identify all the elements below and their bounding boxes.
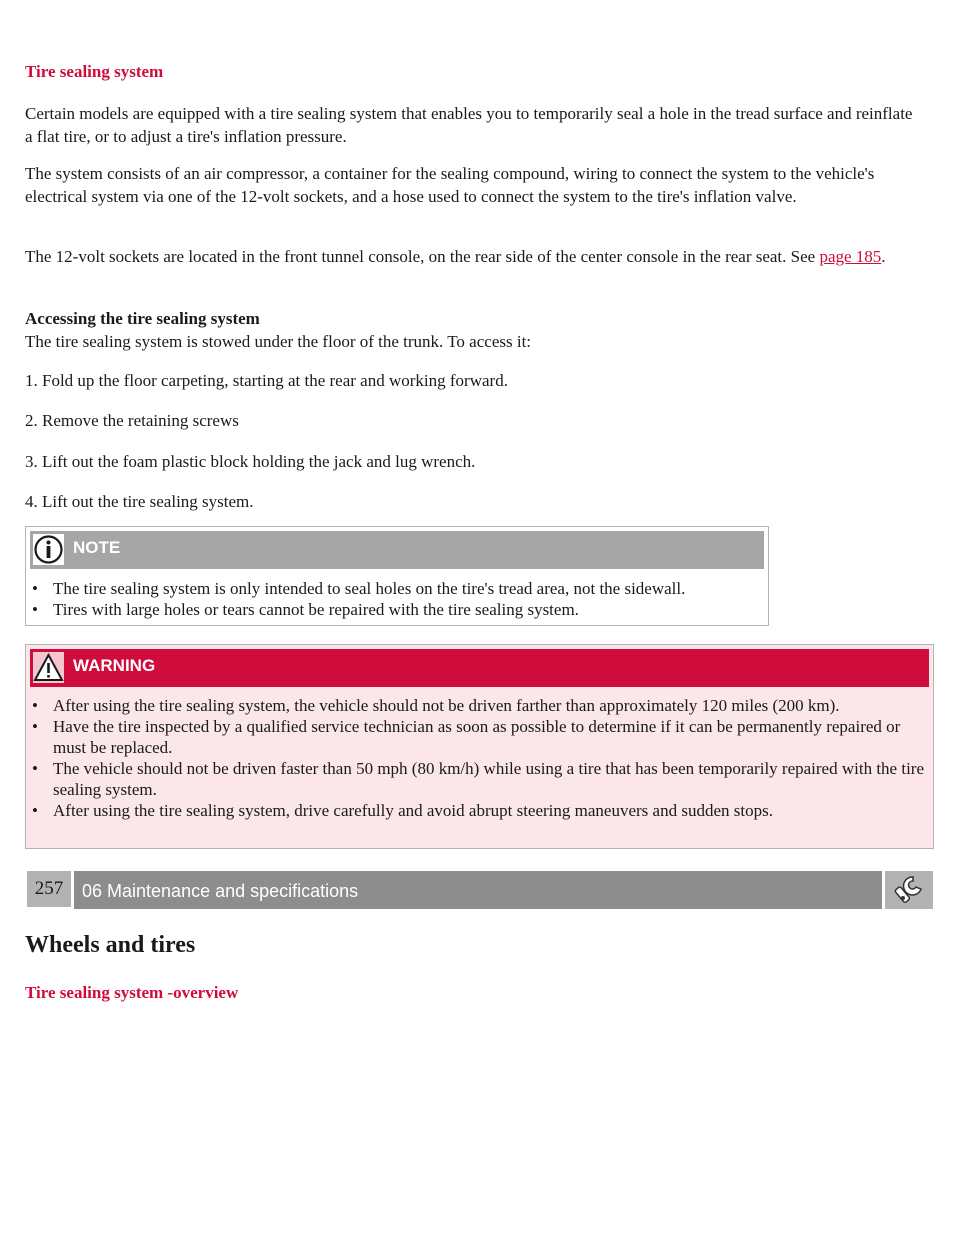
warning-triangle-icon bbox=[33, 652, 64, 683]
intro-paragraph-2: The system consists of an air compressor, a container for the sealing compound, wiring to connect the system to the vehicle's electrical system via one of the 12-volt sockets, and a hose used to connect the system to the tire's inflation valve. bbox=[25, 164, 875, 206]
intro-paragraph-3-end: . bbox=[881, 247, 886, 266]
step-4: 4. Lift out the tire sealing system. bbox=[25, 492, 254, 511]
chapter-title: Wheels and tires bbox=[25, 932, 196, 958]
intro-paragraph-1: Certain models are equipped with a tire sealing system that enables you to temporarily seal a hole in the tread surface and reinflate a flat tire, or to adjust a tire's inflation pressure. bbox=[25, 104, 913, 146]
wrench-icon-box bbox=[885, 871, 933, 909]
page-footer-bar bbox=[25, 869, 935, 911]
access-section bbox=[25, 307, 920, 353]
warning-box bbox=[25, 644, 934, 849]
note-item: • Tires with large holes or tears cannot be repaired with the tire sealing system. bbox=[26, 599, 768, 620]
warning-item: • After using the tire sealing system, the vehicle should not be driven farther than approximately 120 miles (200 km). bbox=[26, 695, 933, 716]
page-185-link[interactable]: page 185 bbox=[819, 247, 882, 266]
info-icon bbox=[33, 534, 64, 565]
note-list bbox=[26, 578, 768, 620]
wrench-icon bbox=[885, 871, 933, 909]
warning-header bbox=[30, 649, 929, 687]
access-title: Accessing the tire sealing system bbox=[25, 309, 260, 328]
warning-item: • After using the tire sealing system, drive carefully and avoid abrupt steering maneuvers and sudden stops. bbox=[26, 800, 933, 821]
section-title: Tire sealing system bbox=[25, 62, 164, 81]
note-box bbox=[25, 526, 769, 626]
step-3: 3. Lift out the foam plastic block holding the jack and lug wrench. bbox=[25, 452, 476, 471]
warning-label: WARNING bbox=[73, 656, 156, 675]
page-number: 257 bbox=[27, 871, 71, 907]
access-text: The tire sealing system is stowed under the floor of the trunk. To access it: bbox=[25, 332, 532, 351]
chapter-name: 06 Maintenance and specifications bbox=[74, 871, 882, 909]
intro-paragraph-3 bbox=[25, 245, 920, 268]
intro-paragraph-3-text: The 12-volt sockets are located in the front tunnel console, on the rear side of the center console in the rear seat. See bbox=[25, 247, 816, 266]
note-label: NOTE bbox=[73, 538, 121, 557]
warning-item: • Have the tire inspected by a qualified service technician as soon as possible to determine if it can be permanently repaired or must be replaced. bbox=[26, 716, 933, 758]
step-1: 1. Fold up the floor carpeting, starting at the rear and working forward. bbox=[25, 371, 508, 390]
warning-item: • The vehicle should not be driven faster than 50 mph (80 km/h) while using a tire that has been temporarily repaired with the tire sealing system. bbox=[26, 758, 933, 800]
note-item: • The tire sealing system is only intended to seal holes on the tire's tread area, not the sidewall. bbox=[26, 578, 768, 599]
step-2: 2. Remove the retaining screws bbox=[25, 411, 239, 430]
subsection-title: Tire sealing system -overview bbox=[25, 983, 239, 1002]
warning-list bbox=[26, 695, 933, 821]
note-header bbox=[30, 531, 764, 569]
